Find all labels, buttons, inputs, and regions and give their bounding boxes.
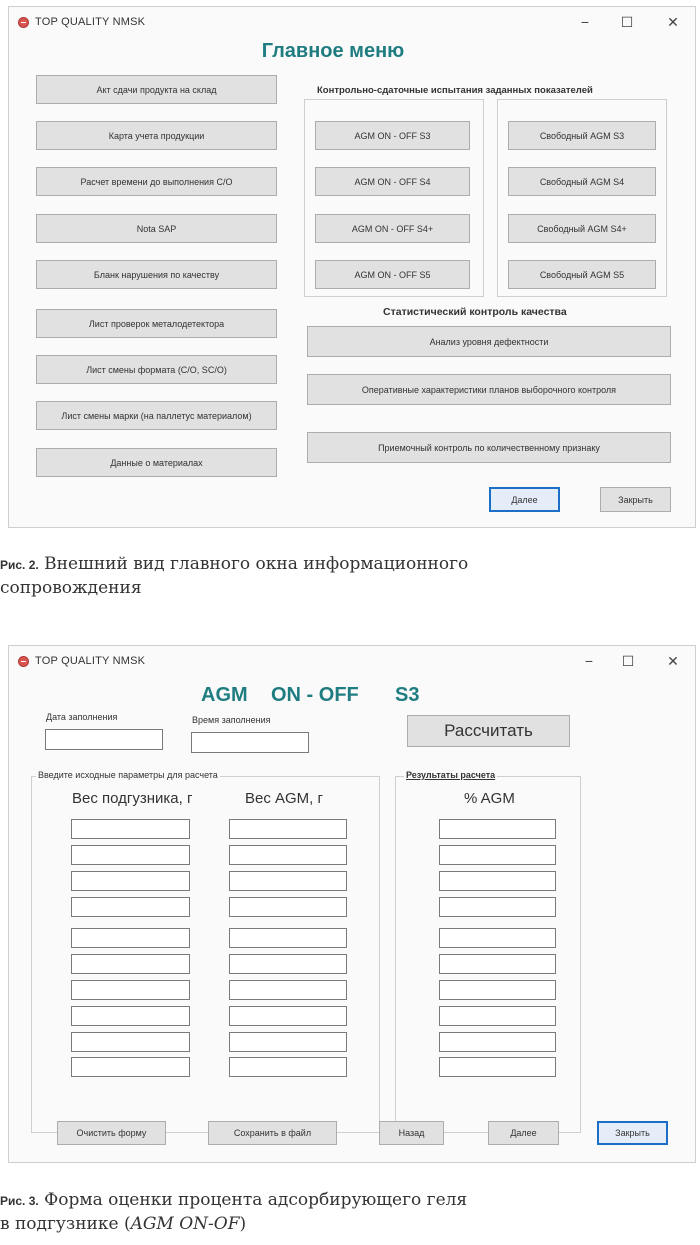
caption-text-line2: сопровождения (0, 578, 142, 598)
diaper-weight-input[interactable] (71, 819, 190, 839)
close-button[interactable]: Закрыть (600, 487, 671, 512)
date-input[interactable] (45, 729, 163, 750)
figure-2-caption (0, 553, 468, 600)
agm-weight-input[interactable] (229, 871, 347, 891)
caption-text: Внешний вид главного окна информационного (44, 554, 469, 574)
free-agm-s3-button[interactable]: Свободный AGM S3 (508, 121, 656, 150)
agm-percent-output (439, 1057, 556, 1077)
date-label: Дата заполнения (46, 712, 118, 722)
figure-3-caption (0, 1189, 467, 1236)
caption-line (0, 1189, 467, 1213)
agm-percent-output (439, 845, 556, 865)
close-window-button[interactable]: ✕ (667, 653, 679, 669)
form-heading-onoff: ON - OFF (271, 684, 359, 706)
nota-sap-button[interactable]: Nota SAP (36, 214, 277, 243)
agm-weight-input[interactable] (229, 1057, 347, 1077)
quality-violation-form-button[interactable]: Бланк нарушения по качеству (36, 260, 277, 289)
app-logo-icon (18, 656, 29, 667)
agm-onoff-s4plus-button[interactable]: AGM ON - OFF S4+ (315, 214, 470, 243)
back-button[interactable]: Назад (379, 1121, 444, 1145)
agm-percent-output (439, 819, 556, 839)
clear-form-button[interactable]: Очистить форму (57, 1121, 166, 1145)
agm-weight-input[interactable] (229, 928, 347, 948)
title-bar (9, 7, 695, 35)
free-agm-s4-button[interactable]: Свободный AGM S4 (508, 167, 656, 196)
brand-change-sheet-button[interactable]: Лист смены марки (на паллетус материалом) (36, 401, 277, 430)
metal-detector-sheet-button[interactable]: Лист проверок металодетектора (36, 309, 277, 338)
agm-percent-output (439, 897, 556, 917)
agm-percent-output (439, 871, 556, 891)
diaper-weight-header: Вес подгузника, г (72, 790, 193, 807)
form-heading-agm: AGM (201, 684, 248, 706)
time-label: Время заполнения (192, 715, 271, 725)
agm-percent-output (439, 928, 556, 948)
minimize-button[interactable]: − (584, 653, 594, 669)
agm-weight-input[interactable] (229, 954, 347, 974)
diaper-weight-input[interactable] (71, 1006, 190, 1026)
next-button[interactable]: Далее (488, 1121, 559, 1145)
maximize-button[interactable]: ☐ (621, 653, 635, 669)
agm-onoff-s3-button[interactable]: AGM ON - OFF S3 (315, 121, 470, 150)
main-menu-heading: Главное меню (261, 40, 405, 62)
diaper-weight-input[interactable] (71, 980, 190, 1000)
caption-line-2 (0, 1213, 467, 1236)
main-menu-window (8, 6, 696, 528)
acceptance-tests-title: Контрольно-сдаточные испытания заданных показателей (317, 85, 593, 96)
sampling-plan-characteristics-button[interactable]: Оперативные характеристики планов выборочного контроля (307, 374, 671, 405)
close-window-button[interactable]: ✕ (667, 14, 679, 30)
product-card-button[interactable]: Карта учета продукции (36, 121, 277, 150)
agm-percent-header: % AGM (464, 790, 515, 807)
free-agm-s5-button[interactable]: Свободный AGM S5 (508, 260, 656, 289)
agm-weight-input[interactable] (229, 980, 347, 1000)
materials-data-button[interactable]: Данные о материалах (36, 448, 277, 477)
agm-weight-input[interactable] (229, 845, 347, 865)
figure-label: Рис. 2. (0, 558, 39, 572)
app-logo-icon (18, 17, 29, 28)
agm-weight-input[interactable] (229, 897, 347, 917)
agm-weight-input[interactable] (229, 1006, 347, 1026)
caption-text-italic: AGM ON-OF (130, 1214, 240, 1234)
caption-line (0, 553, 468, 577)
maximize-button[interactable]: ☐ (620, 14, 634, 30)
co-time-calc-button[interactable]: Расчет времени до выполнения С/О (36, 167, 277, 196)
diaper-weight-input[interactable] (71, 897, 190, 917)
diaper-weight-input[interactable] (71, 954, 190, 974)
app-title: TOP QUALITY NMSK (35, 655, 146, 667)
agm-percent-output (439, 980, 556, 1000)
agm-weight-input[interactable] (229, 819, 347, 839)
agm-form-window (8, 645, 696, 1163)
diaper-weight-input[interactable] (71, 871, 190, 891)
agm-percent-output (439, 954, 556, 974)
agm-onoff-s5-button[interactable]: AGM ON - OFF S5 (315, 260, 470, 289)
diaper-weight-input[interactable] (71, 1057, 190, 1077)
free-agm-s4plus-button[interactable]: Свободный AGM S4+ (508, 214, 656, 243)
calculate-button[interactable]: Рассчитать (407, 715, 570, 747)
save-to-file-button[interactable]: Сохранить в файл (208, 1121, 337, 1145)
results-title: Результаты расчета (406, 770, 496, 780)
diaper-weight-input[interactable] (71, 845, 190, 865)
diaper-weight-input[interactable] (71, 928, 190, 948)
caption-text-suffix: ) (239, 1214, 247, 1234)
title-bar (9, 646, 695, 674)
time-input[interactable] (191, 732, 309, 753)
caption-text-prefix: в подгузнике ( (0, 1214, 131, 1234)
agm-percent-output (439, 1032, 556, 1052)
diaper-weight-input[interactable] (71, 1032, 190, 1052)
statistical-control-title: Статистический контроль качества (383, 306, 567, 318)
figure-label: Рис. 3. (0, 1194, 39, 1208)
defect-level-analysis-button[interactable]: Анализ уровня дефектности (307, 326, 671, 357)
app-title: TOP QUALITY NMSK (35, 16, 146, 28)
agm-weight-header: Вес AGM, г (245, 790, 323, 807)
close-button[interactable]: Закрыть (597, 1121, 668, 1145)
input-params-title: Введите исходные параметры для расчета (38, 770, 218, 780)
agm-onoff-s4-button[interactable]: AGM ON - OFF S4 (315, 167, 470, 196)
agm-weight-input[interactable] (229, 1032, 347, 1052)
caption-text: Форма оценки процента адсорбирующего геля (44, 1190, 468, 1210)
form-heading-size: S3 (395, 684, 420, 706)
acceptance-control-button[interactable]: Приемочный контроль по количественному признаку (307, 432, 671, 463)
next-button[interactable]: Далее (489, 487, 560, 512)
product-delivery-act-button[interactable]: Акт сдачи продукта на склад (36, 75, 277, 104)
format-change-sheet-button[interactable]: Лист смены формата (С/О, SC/O) (36, 355, 277, 384)
minimize-button[interactable]: − (580, 14, 590, 30)
agm-percent-output (439, 1006, 556, 1026)
